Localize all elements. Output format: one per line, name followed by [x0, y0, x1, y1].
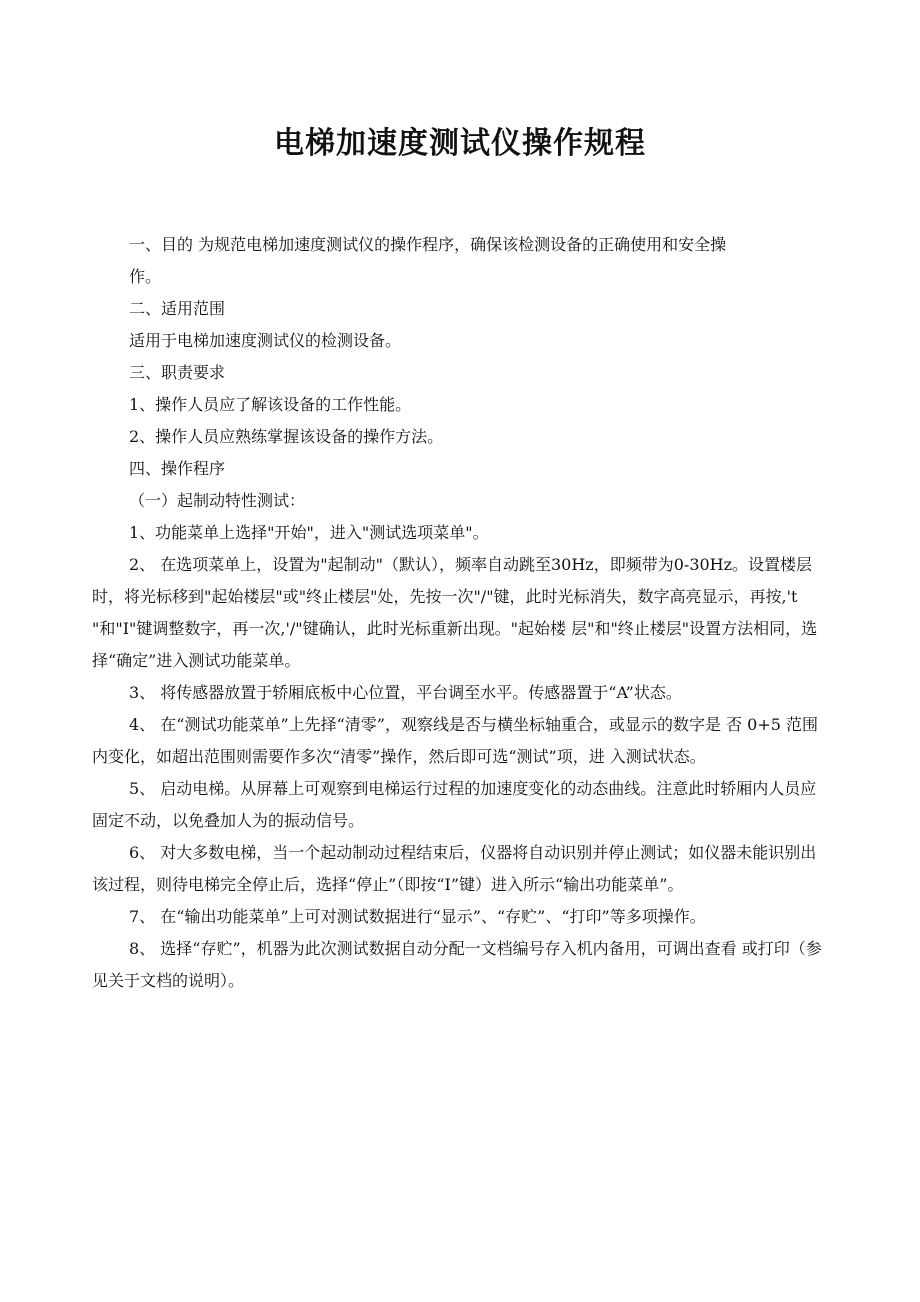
step-1: 1、功能菜单上选择"开始"，进入"测试选项菜单"。: [129, 523, 489, 542]
document-title: 电梯加速度测试仪操作规程: [274, 126, 646, 161]
purpose-line-continued: 作。: [129, 267, 162, 286]
scope-text: 适用于电梯加速度测试仪的检测设备。: [129, 331, 402, 350]
document-body: [92, 229, 832, 997]
step-5: 5、 启动电梯。从屏幕上可观察到电梯运行过程的加速度变化的动态曲线。注意此时轿厢内人员应固定不动，以免叠加人为的振动信号。: [92, 779, 817, 830]
scope-heading: 二、适用范围: [129, 299, 226, 318]
procedure-heading: 四、操作程序: [129, 459, 226, 478]
duty-item-2: 2、操作人员应熟练掌握该设备的操作方法。: [129, 427, 444, 446]
step-4: 4、 在“测试功能菜单”上先择“清零”，观察线是否与横坐标轴重合，或显示的数字是 否 0+5 范围内变化，如超出范围则需要作多次“清零”操作，然后即可选“测试”项，进 入测试状态。: [92, 715, 819, 766]
step-3: 3、 将传感器放置于轿厢底板中心位置，平台调至水平。传感器置于“A”状态。: [129, 683, 682, 702]
subsection-heading: （一）起制动特性测试：: [129, 491, 306, 510]
step-7: 7、 在“输出功能菜单”上可对测试数据进行“显示”、“存贮”、“打印”等多项操作。: [129, 907, 706, 926]
duty-heading: 三、职责要求: [129, 363, 226, 382]
step-8: 8、 选择“存贮”，机器为此次测试数据自动分配一文档编号存入机内备用，可调出查看 或打印（参见关于文档的说明）。: [92, 939, 822, 990]
step-2: 2、 在选项菜单上，设置为"起制动"（默认），频率自动跳至30Hz，即频带为0-30Hz。设置楼层时，将光标移到"起始楼层"或"终止楼层"处，先按一次"/"键，此时光标消失，数字高亮显示，再按,'t "和"I"键调整数字，再一次,'/"键确认，此时光标重新出现。"起始楼 层"和"终止楼层"设置方法相同，选择“确定”进入测试功能菜单。: [92, 555, 818, 670]
step-6: 6、 对大多数电梯，当一个起动制动过程结束后，仪器将自动识别并停止测试；如仪器未能识别出该过程，则待电梯完全停止后，选择“停止”（即按“I”键）进入所示“输出功能菜单”。: [92, 843, 817, 894]
purpose-line: 一、目的 为规范电梯加速度测试仪的操作程序，确保该检测设备的正确使用和安全操: [129, 235, 727, 254]
duty-item-1: 1、操作人员应了解该设备的工作性能。: [129, 395, 412, 414]
